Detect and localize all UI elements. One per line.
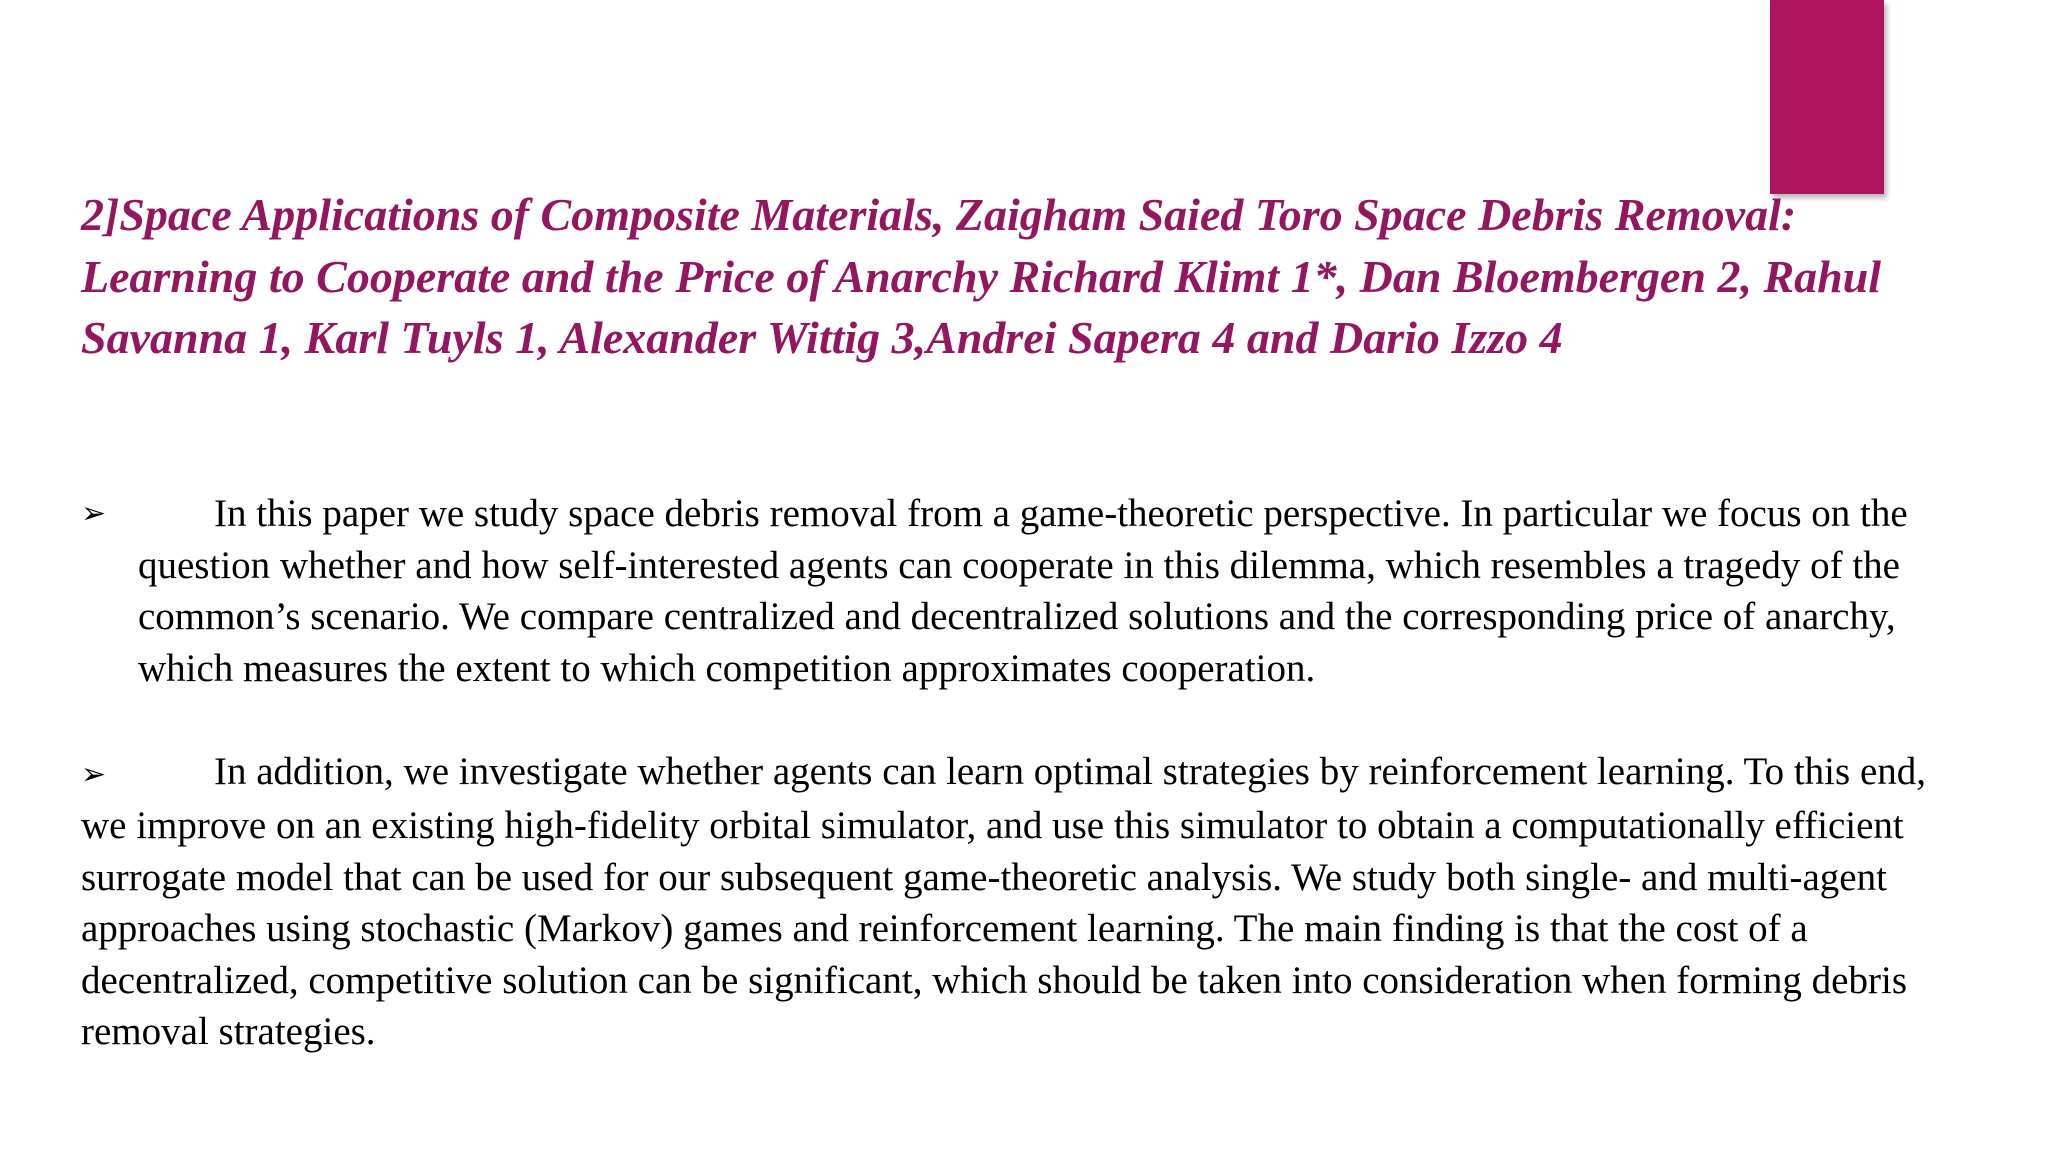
bullet-item [81,488,1961,694]
accent-bar [1770,0,1884,194]
bullet-text: In this paper we study space debris removal from a game-theoretic perspective. In particular we focus on the question whether and how self-interested agents can cooperate in this dilemma, which resembles a tragedy of the common’s scenario. We compare centralized and decentralized solutions and the corresponding price of anarchy, which measures the extent to which competition approximates cooperation. [138,492,1908,690]
bullet-item [81,746,1961,1058]
bullet-list [81,488,1961,1058]
bullet-text: In addition, we investigate whether agents can learn optimal strategies by reinforcement learning. To this end, we improve on an existing high-fidelity orbital simulator, and use this simulator to obtain a computationally efficient surrogate model that can be used for our subsequent game-theoretic analysis. We study both single- and multi-agent approaches using stochastic (Markov) games and reinforcement learning. The main finding is that the cost of a decentralized, competitive solution can be significant, which should be taken into consideration when forming debris removal strategies. [81,749,1927,1053]
arrow-bullet-icon: ➢ [81,496,107,531]
arrow-bullet-icon: ➢ [81,756,107,792]
slide-title: 2]Space Applications of Composite Materials, Zaigham Saied Toro Space Debris Removal: Learning to Cooperate and the Price of Anarchy Richard Klimt 1*, Dan Bloembergen 2, Rahul Savanna 1, Karl Tuyls 1, Alexander Wittig 3,Andrei Sapera 4 and Dario Izzo 4 [81,189,1882,363]
